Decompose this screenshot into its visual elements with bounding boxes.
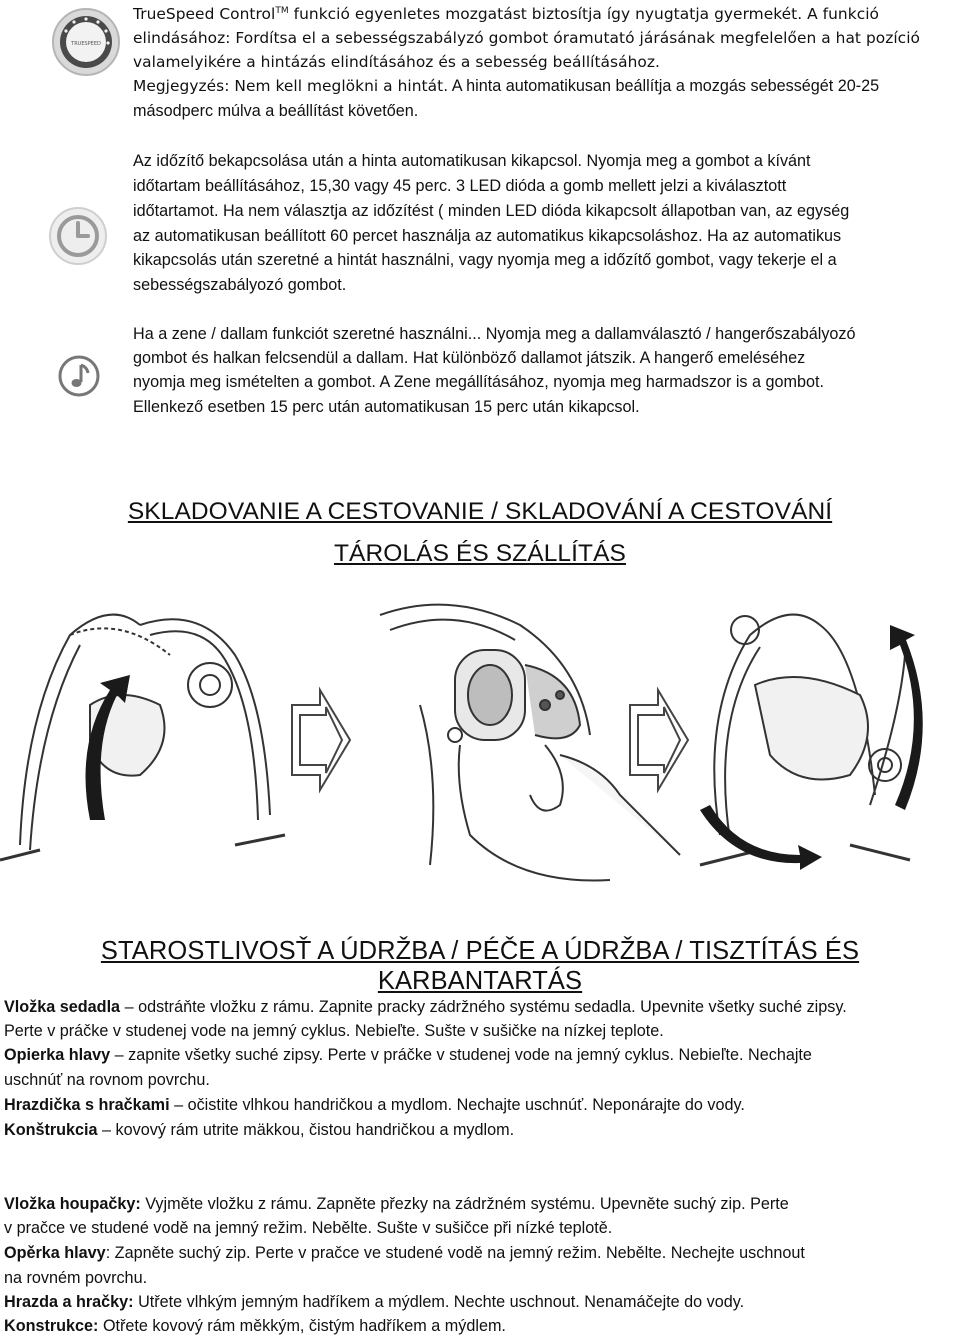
storage-heading-2: TÁROLÁS ÉS SZÁLLÍTÁS [333, 540, 627, 567]
clock-icon [48, 206, 108, 266]
care-term: Vložka houpačky: [4, 1195, 141, 1213]
truespeed-line-1-rest: funkció egyenletes mozgatást biztosítja így nyugtatja gyermekét. A funkció [288, 5, 880, 23]
care-text: Otřete kovový rám měkkým, čistým hadříkem a mýdlem. [98, 1317, 506, 1335]
swing-panel-middle [380, 605, 680, 881]
care-sk-line-5 [4, 1093, 745, 1118]
storage-heading-1: SKLADOVANIE A CESTOVANIE / SKLADOVÁNÍ A CESTOVÁNÍ [127, 498, 833, 525]
folding-illustration [0, 595, 960, 885]
music-line-3: nyomja meg ismételten a gombot. A Zene megállításához, nyomja meg harmadszor is a gombot. [133, 373, 825, 391]
svg-text:TRUESPEED: TRUESPEED [71, 41, 101, 47]
music-line-4: Ellenkező esetben 15 perc után automatikusan 15 perc után kikapcsol. [133, 398, 640, 416]
timer-line-5: kikapcsolás után szeretné a hintát használni, vagy nyomja meg a időzítő gombot, vagy tekerje el a [133, 251, 837, 269]
care-cz-line-2 [4, 1216, 612, 1241]
timer-line-1: Az időzítő bekapcsolása után a hinta automatikusan kikapcsol. Nyomja meg a gombot a kívánt [133, 152, 811, 170]
truespeed-note: Megjegyzés: Nem kell meglökni a hintát. [133, 77, 449, 95]
truespeed-line-1 [133, 2, 879, 27]
music-line-2: gombot és halkan felcsendül a dallam. Hat különböző dallamot játszik. A hangerő emeléséhez [133, 349, 806, 367]
care-text: Perte v práčke v studenej vode na jemný cyklus. Nebieľte. Sušte v sušičke na nízkej teplote. [4, 1022, 664, 1040]
care-text: – zapnite všetky suché zipsy. Perte v práčke v studenej vode na jemný cyklus. Nebieľte. Nechajte [110, 1046, 812, 1064]
care-cz-line-5 [4, 1290, 744, 1315]
care-cz-line-1 [4, 1192, 789, 1217]
care-text: – očistite vlhkou handričkou a mydlom. Nechajte uschnúť. Neponárajte do vody. [169, 1096, 745, 1114]
timer-line-6: sebességszabályozó gombot. [133, 276, 347, 294]
truespeed-line-3: valamelyikére a hintázás elindításához és a sebesség beállításához. [133, 53, 660, 71]
care-cz-line-4 [4, 1266, 147, 1291]
next-step-arrow-icon [292, 690, 350, 790]
care-heading: STAROSTLIVOSŤ A ÚDRŽBA / PÉČE A ÚDRŽBA / TISZTÍTÁS ÉS KARBANTARTÁS [100, 937, 860, 995]
care-term: Opierka hlavy [4, 1046, 111, 1064]
timer-line-2: időtartam beállításához, 15,30 vagy 45 perc. 3 LED dióda a gomb mellett jelzi a kiválasztott [133, 177, 787, 195]
trademark: TM [275, 5, 289, 16]
care-text: – kovový rám utrite mäkkou, čistou handričkou a mydlom. [97, 1121, 515, 1139]
care-term: Konstrukce: [4, 1317, 99, 1335]
truespeed-line-5: másodperc múlva a beállítást követően. [133, 102, 419, 120]
care-term: Hrazdička s hračkami [4, 1096, 170, 1114]
swing-panel-right [700, 615, 910, 865]
care-cz-line-6 [4, 1314, 506, 1339]
care-term: Konštrukcia [4, 1121, 98, 1139]
care-term: Vložka sedadla [4, 998, 121, 1016]
swing-panel-left [0, 615, 285, 860]
care-sk-line-1 [4, 995, 847, 1020]
care-term: Opěrka hlavy [4, 1244, 106, 1262]
care-text: uschnúť na rovnom povrchu. [4, 1071, 210, 1089]
care-cz-line-3 [4, 1241, 805, 1266]
care-sk-line-4 [4, 1068, 210, 1093]
truespeed-knob-icon [50, 6, 122, 78]
care-text: – odstráňte vložku z rámu. Zapnite pracky zádržného systému sedadla. Upevnite všetky suché zipsy. [120, 998, 847, 1016]
truespeed-line-2: elindásához: Fordítsa el a sebességszabályzó gombot óramutató járásának megfelelően a hat pozíció [133, 29, 920, 47]
care-text: v pračce ve studené vodě na jemný režim. Nebělte. Sušte v sušičce při nízké teplotě. [4, 1219, 613, 1237]
music-note-icon [57, 354, 101, 398]
care-sk-line-2 [4, 1019, 664, 1044]
care-sk-line-3 [4, 1043, 812, 1068]
care-text: Vyjměte vložku z rámu. Zapněte přezky na zádržném systému. Upevněte suchý zip. Perte [140, 1195, 789, 1213]
next-step-arrow-icon-2 [630, 690, 688, 790]
care-sk-line-6 [4, 1118, 514, 1143]
timer-line-4: az automatikusan beállított 60 percet használja az automatikus kikapcsoláshoz. Ha az automatikus [133, 227, 842, 245]
care-term: Hrazda a hračky: [4, 1293, 134, 1311]
brand-name: TrueSpeed Control [133, 5, 276, 23]
care-text: : Zapněte suchý zip. Perte v pračce ve studené vodě na jemný režim. Nebělte. Nechejte uschnout [105, 1244, 805, 1262]
care-text: Utřete vlhkým jemným hadříkem a mýdlem. Nechte uschnout. Nenamáčejte do vody. [133, 1293, 745, 1311]
truespeed-line-4 [133, 74, 879, 99]
care-text: na rovném povrchu. [4, 1269, 148, 1287]
truespeed-note-rest: A hinta automatikusan beállítja a mozgás sebességét 20-25 [448, 77, 880, 95]
timer-line-3: időtartamot. Ha nem választja az időzítést ( minden LED dióda kikapcsolt állapotban van, az egység [133, 202, 850, 220]
music-line-1: Ha a zene / dallam funkciót szeretné használni... Nyomja meg a dallamválasztó / hangerőszabályozó [133, 325, 856, 343]
